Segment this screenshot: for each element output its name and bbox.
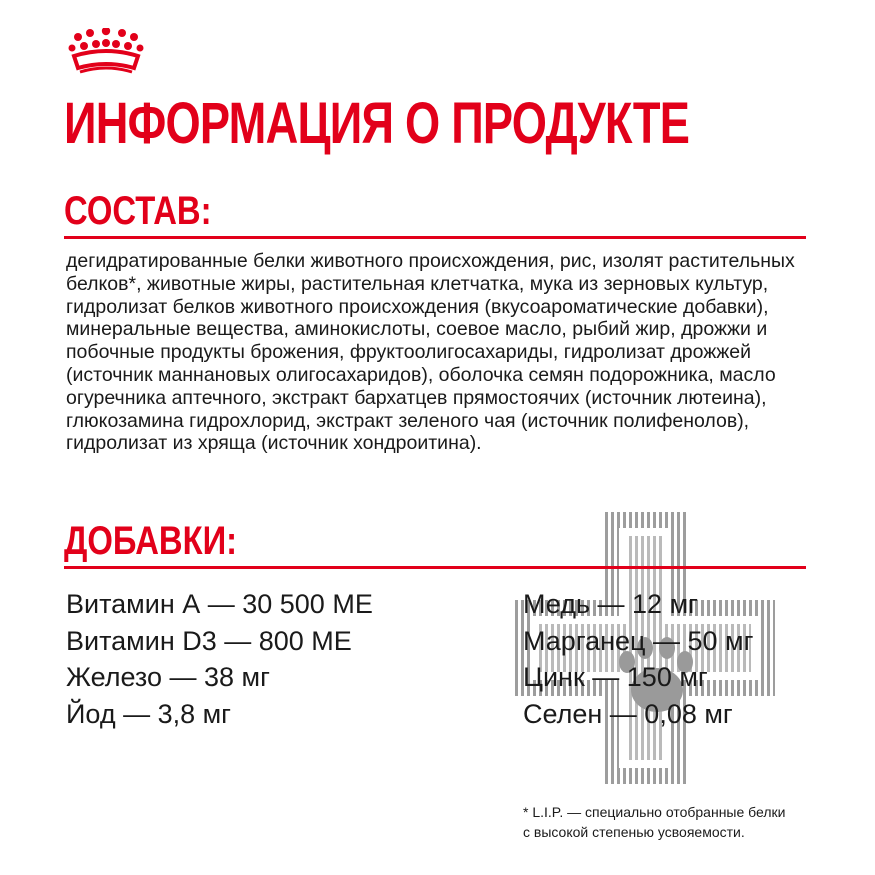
composition-heading: СОСТАВ: — [64, 189, 212, 233]
footnote-line: * L.I.P. — специально отобранные белки — [523, 804, 786, 820]
additives-list-left — [66, 586, 373, 732]
additive-item: Медь — 12 мг — [523, 589, 698, 619]
additives-heading: ДОБАВКИ: — [64, 519, 238, 563]
composition-divider — [64, 236, 806, 239]
composition-text: дегидратированные белки животного происхождения, рис, изолят растительных белков*, животные жиры, растительная клетчатка, мука из зерновых культур, гидролизат белков животного происхождения (вкусоароматические добавки), минеральные вещества, аминокислоты, соевое масло, рыбий жир, дрожжи и побочные продукты брожения, фруктоолигосахариды, гидролизат дрожжей (источник маннановых олигосахаридов), оболочка семян подорожника, масло огуречника аптечного, экстракт бархатцев прямостоячих (источник лютеина), глюкозамина гидрохлорид, экстракт зеленого чая (источник полифенолов), гидролизат из хряща (источник хондроитина). — [66, 250, 795, 455]
additive-item: Цинк — 150 мг — [523, 662, 708, 692]
additive-item: Железо — 38 мг — [66, 662, 270, 692]
additives-divider — [64, 566, 806, 569]
footnote — [523, 802, 843, 842]
additive-item: Витамин А — 30 500 МЕ — [66, 589, 373, 619]
additive-item: Йод — 3,8 мг — [66, 698, 232, 729]
crown-icon — [66, 28, 146, 76]
additives-list-right — [523, 586, 753, 732]
footnote-line: с высокой степенью усвояемости. — [523, 824, 745, 840]
additive-item: Селен — 0,08 мг — [523, 698, 733, 729]
additive-item: Витамин D3 — 800 МЕ — [66, 625, 352, 656]
page-title: ИНФОРМАЦИЯ О ПРОДУКТЕ — [64, 91, 690, 156]
additive-item: Марганец — 50 мг — [523, 625, 754, 656]
